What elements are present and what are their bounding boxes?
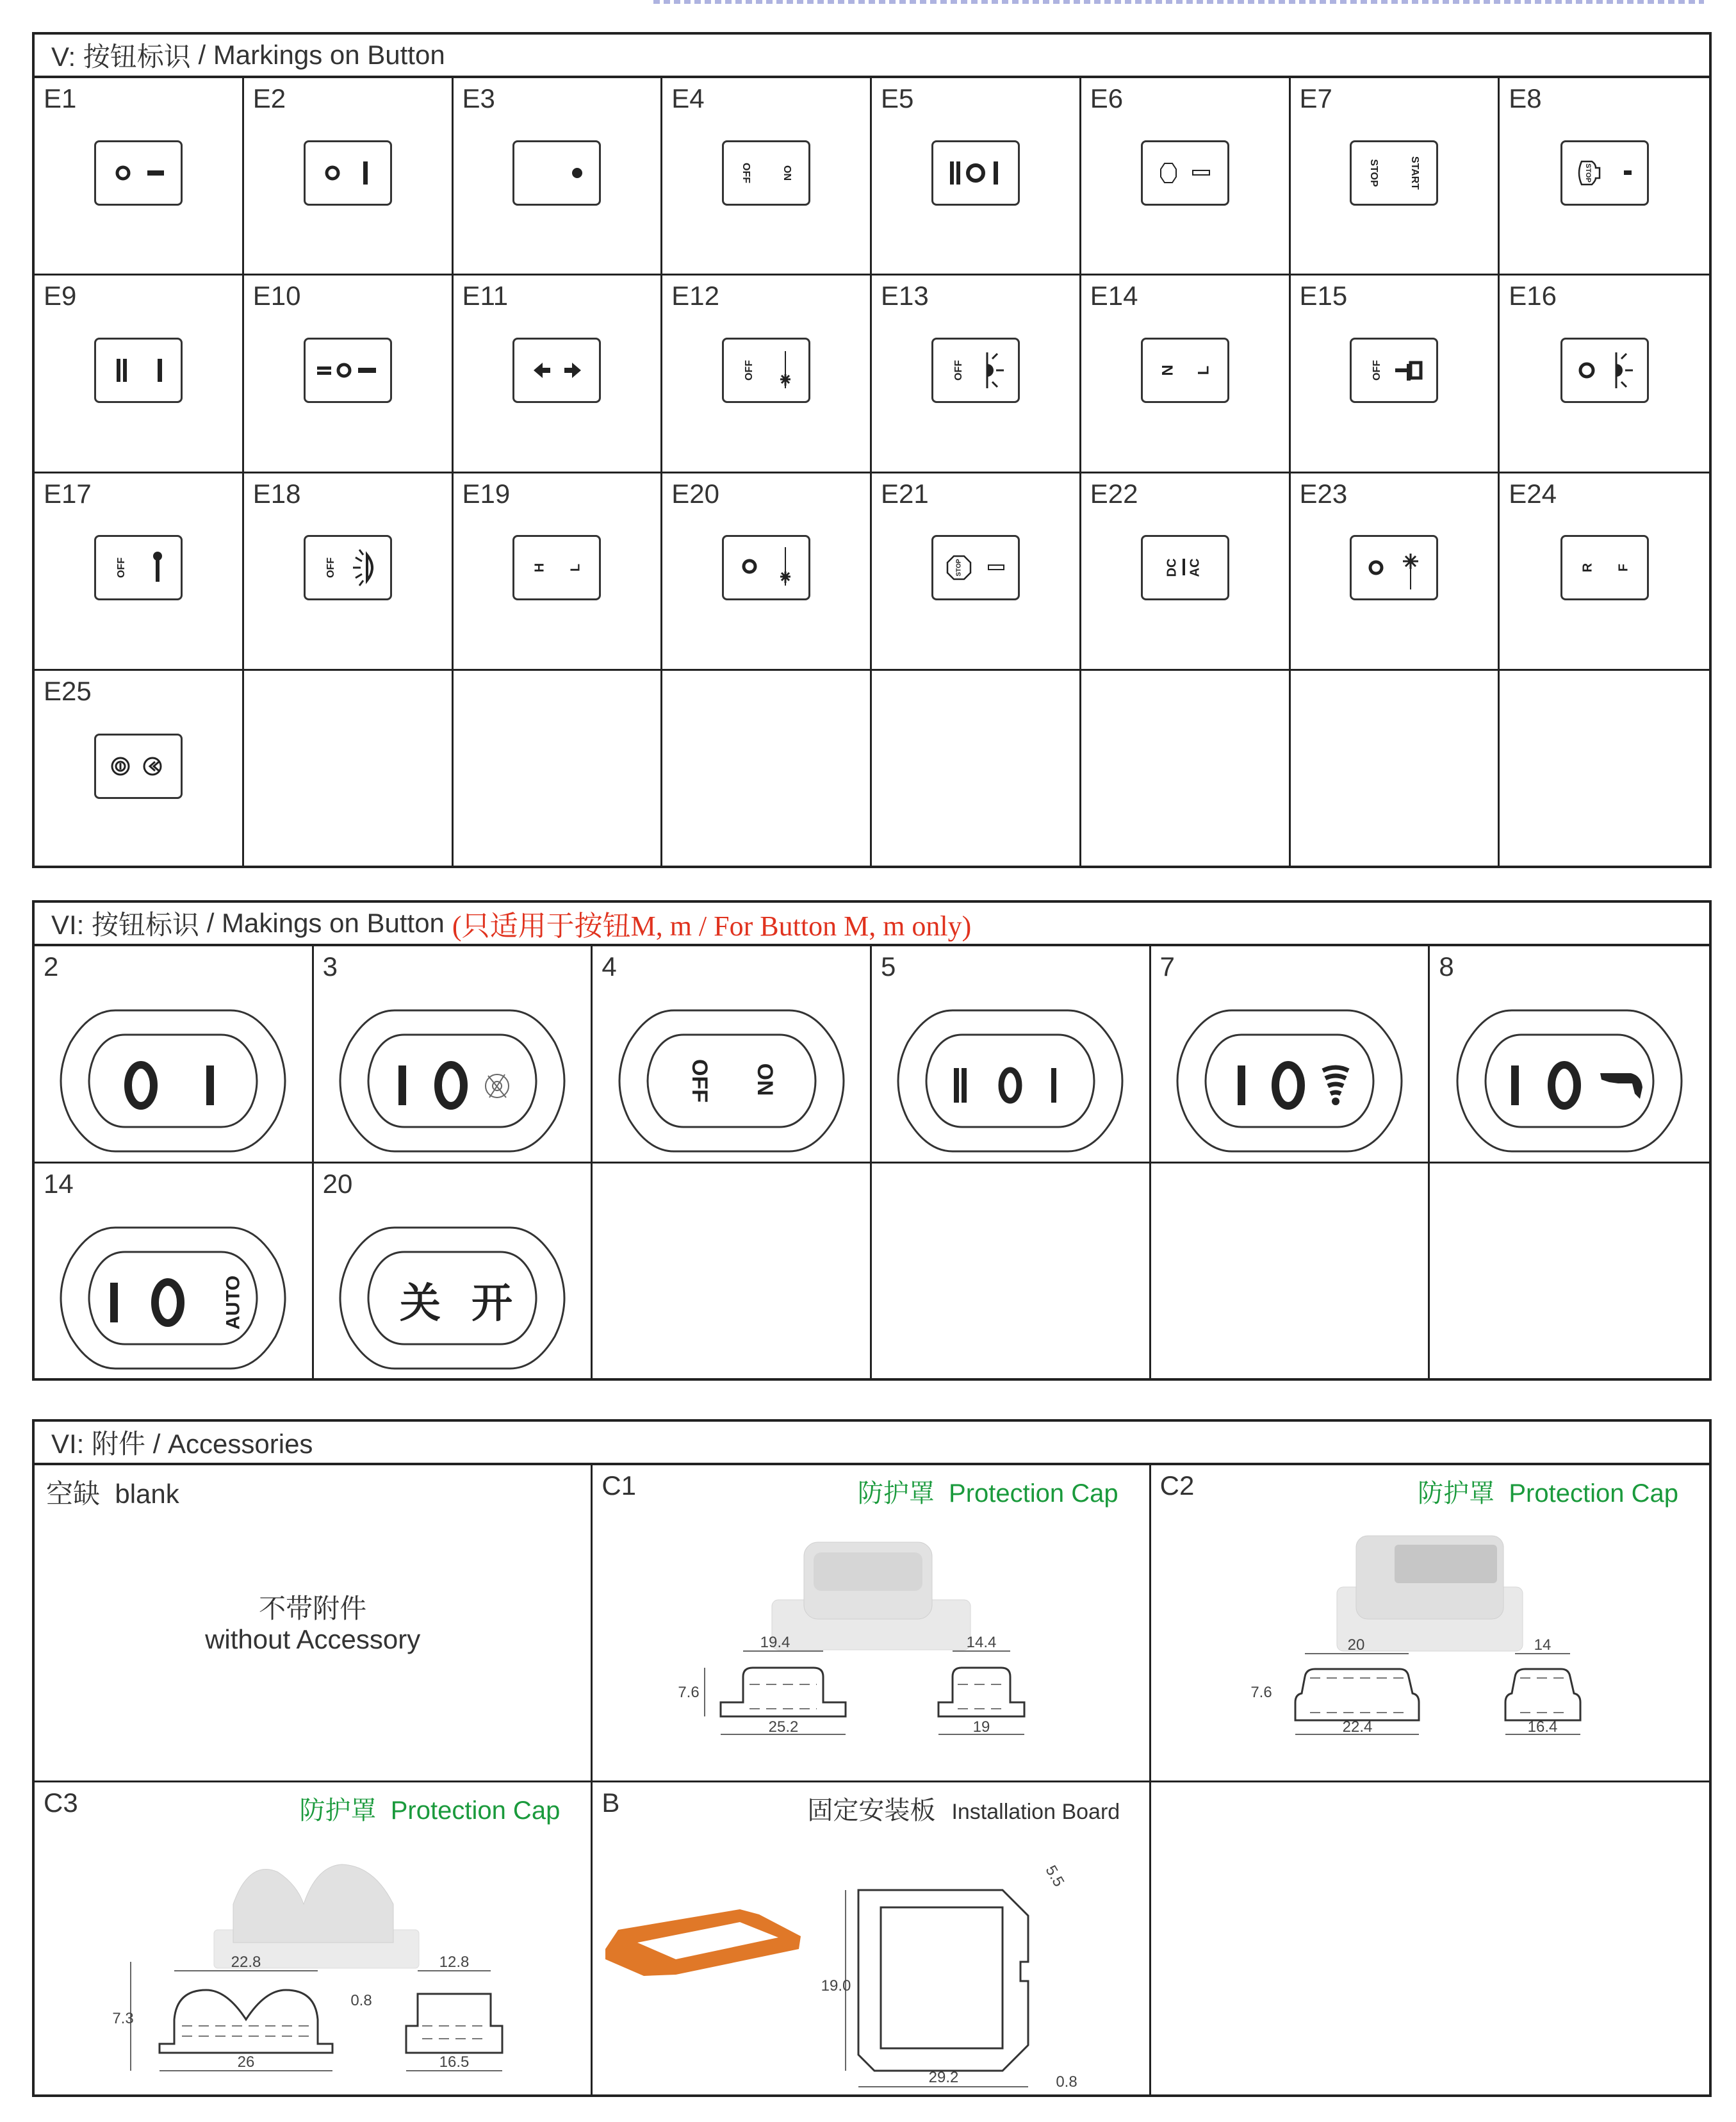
dim-bottom-side: 16.5 xyxy=(439,2053,470,2071)
rocker-button-face xyxy=(603,1004,860,1158)
button-face xyxy=(1141,535,1229,600)
rocker-button-face xyxy=(1441,1004,1698,1158)
circle-laser-icon xyxy=(724,537,808,598)
dim-top-front: 20 xyxy=(1347,1636,1365,1654)
marking-cell-e19[interactable] xyxy=(454,473,663,671)
installation-board-drawing xyxy=(593,1834,1150,2103)
svg-text:N: N xyxy=(1158,365,1176,376)
button-face xyxy=(1560,140,1649,206)
marking-code: E11 xyxy=(462,281,509,311)
marking-cell-e15[interactable] xyxy=(1291,276,1500,473)
button-face xyxy=(722,535,810,600)
marking-cell-e14[interactable] xyxy=(1081,276,1291,473)
button-face xyxy=(1560,535,1649,600)
marking-code: 5 xyxy=(880,951,896,982)
marking-code: E21 xyxy=(881,478,929,509)
I-0-wireless-icon xyxy=(1161,1004,1418,1158)
rocker-button-face xyxy=(324,1221,580,1375)
button-face xyxy=(94,734,183,799)
marking-code: E23 xyxy=(1299,478,1348,509)
accessory-code: B xyxy=(602,1788,620,1818)
rocker-button-face xyxy=(45,1221,301,1375)
off-headlight-icon xyxy=(306,537,390,598)
accessory-code: C1 xyxy=(602,1470,637,1501)
section-vi-title-en: / Makings on Button xyxy=(199,908,445,938)
button-face xyxy=(1141,338,1229,403)
dim-bottom-front: 26 xyxy=(237,2053,255,2071)
I-0-saw-icon xyxy=(324,1004,580,1158)
marking-code: E13 xyxy=(881,281,929,311)
svg-text:开: 开 xyxy=(471,1280,512,1326)
marking-code: 14 xyxy=(44,1169,74,1199)
dim-top-side: 14 xyxy=(1534,1636,1552,1654)
marking-cell-e25[interactable] xyxy=(35,671,244,868)
marking-code: E22 xyxy=(1090,478,1138,509)
m-marking-cell-8[interactable] xyxy=(1430,946,1709,1164)
accessory-label: 防护罩 Protection Cap xyxy=(1418,1479,1678,1508)
left-right-arrows-icon xyxy=(514,340,599,401)
accessory-label: 防护罩 Protection Cap xyxy=(857,1479,1118,1508)
accessories-grid xyxy=(35,1465,1709,2094)
protection-cap-c3-drawing xyxy=(35,1834,592,2103)
stop-octagon-slot-icon xyxy=(933,537,1018,598)
svg-text:F: F xyxy=(1616,564,1630,572)
marking-code: E24 xyxy=(1509,478,1557,509)
accessory-c1[interactable] xyxy=(593,1465,1151,1782)
off-laser-icon xyxy=(724,340,808,401)
power-rewind-circles-icon xyxy=(96,736,181,797)
button-face xyxy=(1350,140,1438,206)
marking-code: E3 xyxy=(462,83,495,113)
button-face xyxy=(1350,338,1438,403)
label-en: Installation Board xyxy=(951,1800,1120,1824)
marking-code: E19 xyxy=(462,478,511,509)
svg-text:OFF: OFF xyxy=(116,557,127,579)
marking-code: 8 xyxy=(1439,951,1454,982)
dim-height: 7.6 xyxy=(678,1684,700,1701)
svg-text:L: L xyxy=(568,564,583,572)
m-marking-cell-5[interactable] xyxy=(872,946,1151,1164)
marking-code: E14 xyxy=(1090,281,1138,311)
off-pin-icon xyxy=(96,537,181,598)
dim-base: 0.8 xyxy=(350,1992,372,2009)
circle-dash-icon xyxy=(96,142,181,204)
marking-code: E2 xyxy=(252,83,286,113)
marking-cell-e3[interactable] xyxy=(454,78,663,276)
button-face xyxy=(931,535,1020,600)
svg-text:DC: DC xyxy=(1164,558,1179,577)
empty-cell xyxy=(593,1164,872,1381)
section-v-title-sep: / xyxy=(190,40,213,70)
marking-code: E18 xyxy=(252,478,301,509)
dim-width: 29.2 xyxy=(928,2069,959,2086)
marking-code: E4 xyxy=(671,83,705,113)
board-top-view xyxy=(846,1890,1028,2087)
off-on-text-icon xyxy=(724,142,808,204)
marking-code: 7 xyxy=(1159,951,1175,982)
button-face xyxy=(1141,140,1229,206)
empty-cell xyxy=(872,671,1081,868)
dim-top-front: 19.4 xyxy=(760,1634,790,1651)
svg-text:OFF: OFF xyxy=(325,557,336,579)
section-markings-on-button xyxy=(32,32,1712,868)
board-3d-render xyxy=(605,1909,801,1976)
marking-cell-e1[interactable] xyxy=(35,78,244,276)
dim-thickness: 0.8 xyxy=(1056,2073,1078,2091)
double-bar-circle-bar-icon xyxy=(933,142,1018,204)
marking-code: E12 xyxy=(671,281,719,311)
double-dash-circle-dash-icon xyxy=(306,340,390,401)
marking-code: E17 xyxy=(44,478,92,509)
svg-text:OFF: OFF xyxy=(744,359,755,381)
marking-code: E1 xyxy=(44,83,77,113)
wireless-icon xyxy=(1323,1067,1348,1094)
marking-code: E20 xyxy=(671,478,719,509)
dim-top-side: 14.4 xyxy=(966,1634,997,1651)
dim-chamfer: 5.5 xyxy=(1042,1863,1068,1890)
rocker-button-face xyxy=(45,1004,301,1158)
button-face xyxy=(512,535,601,600)
svg-text:R: R xyxy=(1580,563,1594,573)
octagon-slot-icon xyxy=(1143,142,1227,204)
off-plug-icon xyxy=(1352,340,1436,401)
svg-text:OFF: OFF xyxy=(740,162,751,183)
m-marking-cell-3[interactable] xyxy=(314,946,593,1164)
I-0-auto-icon xyxy=(45,1221,301,1375)
accessory-code: 空缺 blank xyxy=(46,1479,179,1509)
button-face xyxy=(94,338,183,403)
section-v-title-cn: V: 按钮标识 xyxy=(51,42,191,72)
accessory-c3[interactable] xyxy=(35,1782,593,2094)
dim-bottom-front: 25.2 xyxy=(768,1718,799,1736)
button-face xyxy=(931,140,1020,206)
marking-code: 20 xyxy=(322,1169,353,1199)
button-face xyxy=(722,338,810,403)
label-cn: 固定安装板 xyxy=(807,1797,936,1825)
marking-code: E15 xyxy=(1299,281,1348,311)
dim-bottom-side: 16.4 xyxy=(1527,1718,1558,1736)
button-face xyxy=(94,535,183,600)
marking-cell-e8[interactable] xyxy=(1500,78,1709,276)
double-bar-bar-icon xyxy=(96,340,181,401)
svg-text:STOP: STOP xyxy=(1584,163,1592,183)
accessory-b-installation-board[interactable] xyxy=(593,1782,1151,2094)
dim-height: 19.0 xyxy=(821,1977,851,1995)
empty-cell xyxy=(1500,671,1709,868)
front-view xyxy=(131,1962,332,2071)
II-0-I-icon xyxy=(882,1004,1138,1158)
accessory-blank[interactable] xyxy=(35,1465,593,1782)
marking-cell-e11[interactable] xyxy=(454,276,663,473)
marking-cell-e12[interactable] xyxy=(662,276,872,473)
drill-icon xyxy=(1600,1073,1642,1099)
circular-saw-icon xyxy=(486,1074,509,1098)
marking-code: 3 xyxy=(322,951,338,982)
button-face xyxy=(1560,338,1649,403)
dim-height: 7.3 xyxy=(112,2010,134,2027)
accessories-title: VI: 附件 / Accessories xyxy=(51,1429,313,1459)
marking-cell-e9[interactable] xyxy=(35,276,244,473)
svg-text:ON: ON xyxy=(752,1063,777,1096)
marking-cell-e2[interactable] xyxy=(244,78,454,276)
markings-grid xyxy=(35,78,1709,868)
circle-bar-icon xyxy=(306,142,390,204)
marking-code: 2 xyxy=(44,951,59,982)
button-face xyxy=(722,140,810,206)
dim-height: 7.6 xyxy=(1250,1684,1272,1701)
button-face xyxy=(1350,535,1438,600)
empty-cell xyxy=(1291,671,1500,868)
stop-sign-dash-icon xyxy=(1562,142,1647,204)
marking-code: E10 xyxy=(252,281,301,311)
m-marking-cell-7[interactable] xyxy=(1151,946,1430,1164)
button-face xyxy=(512,338,601,403)
m-marking-cell-4[interactable] xyxy=(593,946,872,1164)
button-face xyxy=(931,338,1020,403)
rocker-button-face xyxy=(882,1004,1138,1158)
marking-code: 4 xyxy=(602,951,617,982)
I-0-drill-icon xyxy=(1441,1004,1698,1158)
dc-ac-text-icon xyxy=(1143,537,1227,598)
accessory-label: 防护罩 Protection Cap xyxy=(299,1797,561,1825)
marking-cell-e17[interactable] xyxy=(35,473,244,671)
cap-3d-render xyxy=(772,1542,970,1650)
marking-cell-e20[interactable] xyxy=(662,473,872,671)
m-marking-cell-14[interactable] xyxy=(35,1164,314,1381)
dim-bottom-side: 19 xyxy=(972,1718,990,1736)
marking-code: E6 xyxy=(1090,83,1124,113)
m-markings-grid xyxy=(35,946,1709,1381)
stop-start-text-icon xyxy=(1352,142,1436,204)
button-face xyxy=(304,535,392,600)
marking-cell-e5[interactable] xyxy=(872,78,1081,276)
svg-text:START: START xyxy=(1409,156,1421,190)
section-m-button-markings xyxy=(32,900,1712,1381)
svg-text:AUTO: AUTO xyxy=(222,1275,244,1330)
accessory-code: C2 xyxy=(1159,1470,1195,1501)
h-l-letters-icon xyxy=(514,537,599,598)
marking-code: E8 xyxy=(1509,83,1542,113)
svg-text:H: H xyxy=(532,563,547,573)
accessory-empty-cell xyxy=(1151,1782,1709,2094)
desc-cn: 不带附件 xyxy=(259,1593,367,1624)
marking-cell-e6[interactable] xyxy=(1081,78,1291,276)
cap-3d-render xyxy=(214,1864,419,1968)
m-marking-cell-2[interactable] xyxy=(35,946,314,1164)
section-vi-title-cn: VI: 按钮标识 xyxy=(51,910,200,940)
empty-cell xyxy=(1151,1164,1430,1381)
marking-code: E9 xyxy=(44,281,77,311)
button-face xyxy=(304,338,392,403)
cap-3d-render xyxy=(1337,1536,1523,1651)
marking-cell-e22[interactable] xyxy=(1081,473,1291,671)
svg-text:L: L xyxy=(1194,365,1212,375)
dim-bottom-front: 22.4 xyxy=(1342,1718,1373,1736)
accessory-blank-desc xyxy=(35,1593,591,1655)
accessory-code: C3 xyxy=(44,1788,78,1818)
button-face xyxy=(304,140,392,206)
svg-text:ON: ON xyxy=(781,165,792,181)
dim-top-side: 12.8 xyxy=(439,1953,470,1971)
empty-cell xyxy=(872,1164,1151,1381)
rocker-button-face xyxy=(324,1004,580,1158)
section-v-title-en: Markings on Button xyxy=(213,40,445,70)
off-lamp-icon xyxy=(933,340,1018,401)
marking-cell-e13[interactable] xyxy=(872,276,1081,473)
empty-cell xyxy=(454,671,663,868)
marking-cell-e10[interactable] xyxy=(244,276,454,473)
marking-cell-e7[interactable] xyxy=(1291,78,1500,276)
section-vi-note: (只适用于按钮M, m / For Button M, m only) xyxy=(452,910,972,942)
section-v-header xyxy=(35,35,1709,78)
guan-kai-icon xyxy=(324,1221,580,1375)
svg-text:AC: AC xyxy=(1187,558,1202,577)
marking-cell-e24[interactable] xyxy=(1500,473,1709,671)
0-I-icon xyxy=(45,1004,301,1158)
svg-text:STOP: STOP xyxy=(1368,158,1380,187)
off-on-icon xyxy=(603,1004,860,1158)
rocker-button-face xyxy=(1161,1004,1418,1158)
empty-cell xyxy=(1081,671,1291,868)
marking-cell-e16[interactable] xyxy=(1500,276,1709,473)
marking-cell-e18[interactable] xyxy=(244,473,454,671)
circle-starburst-icon xyxy=(1352,537,1436,598)
marking-code: E5 xyxy=(881,83,914,113)
marking-cell-e4[interactable] xyxy=(662,78,872,276)
section-accessories xyxy=(32,1419,1712,2097)
svg-text:STOP: STOP xyxy=(955,559,963,577)
marking-cell-e23[interactable] xyxy=(1291,473,1500,671)
accessories-header xyxy=(35,1422,1709,1465)
top-dashed-rule xyxy=(653,0,1704,4)
marking-code: E25 xyxy=(44,675,92,706)
button-face xyxy=(512,140,601,206)
empty-cell xyxy=(662,671,872,868)
dim-top-front: 22.8 xyxy=(231,1953,261,1971)
svg-text:OFF: OFF xyxy=(687,1059,712,1103)
empty-cell xyxy=(1430,1164,1709,1381)
section-vi-header xyxy=(35,903,1709,946)
r-f-letters-icon xyxy=(1562,537,1647,598)
marking-code: E7 xyxy=(1299,83,1332,113)
marking-cell-e21[interactable] xyxy=(872,473,1081,671)
circle-lamp-icon xyxy=(1562,340,1647,401)
marking-code: E16 xyxy=(1509,281,1557,311)
accessory-c2[interactable] xyxy=(1151,1465,1709,1782)
protection-cap-c2-drawing xyxy=(1151,1517,1708,1786)
desc-en: without Accessory xyxy=(205,1624,421,1654)
svg-text:OFF: OFF xyxy=(953,359,965,381)
protection-cap-c1-drawing xyxy=(593,1517,1150,1786)
m-marking-cell-20[interactable] xyxy=(314,1164,593,1381)
dot-icon xyxy=(514,142,599,204)
empty-cell xyxy=(244,671,454,868)
n-l-letters-icon xyxy=(1143,340,1227,401)
svg-text:关: 关 xyxy=(399,1280,441,1326)
button-face xyxy=(94,140,183,206)
accessory-label xyxy=(807,1790,1120,1827)
svg-text:OFF: OFF xyxy=(1372,359,1383,381)
